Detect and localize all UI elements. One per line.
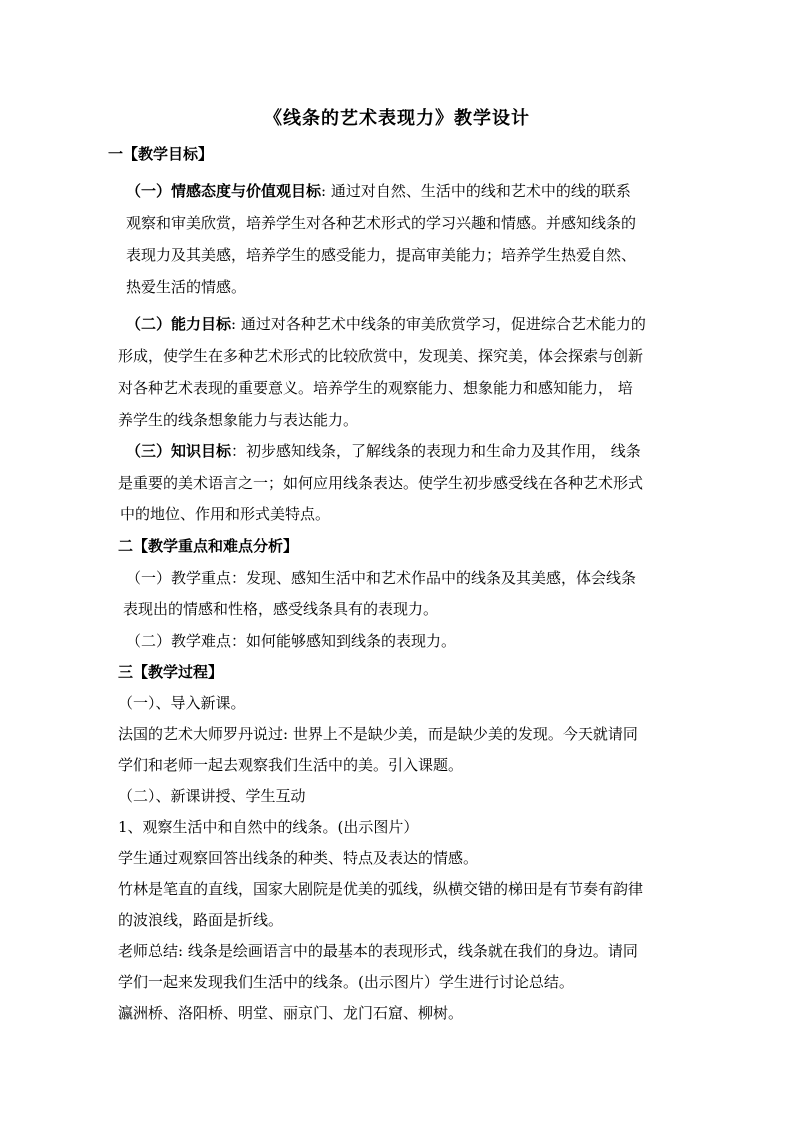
subheading-emotion: （一）情感态度与价值观目标 xyxy=(126,182,322,200)
paragraph-line: 法国的艺术大师罗丹说过: 世界上不是缺少美，而是缺少美的发现。今天就请同 xyxy=(118,725,638,743)
paragraph-line xyxy=(126,180,631,202)
paragraph-line xyxy=(126,440,641,462)
paragraph-line: （一）教学重点：发现、感知生活中和艺术作品中的线条及其美感，体会线条 xyxy=(126,569,637,587)
paragraph-line: （二）、新课讲授、学生互动 xyxy=(118,787,306,805)
paragraph-line: 观察和审美欣赏，培养学生对各种艺术形式的学习兴趣和情感。并感知线条的 xyxy=(126,214,637,232)
paragraph-line: 对各种艺术表现的重要意义。培养学生的观察能力、想象能力和感知能力， 培 xyxy=(118,379,633,397)
paragraph-line: （二）教学难点：如何能够感知到线条的表现力。 xyxy=(126,632,457,650)
paragraph-line: 学们和老师一起去观察我们生活中的美。引入课题。 xyxy=(118,756,464,774)
paragraph-text: : 通过对自然、生活中的线和艺术中的线的联系 xyxy=(321,182,631,200)
section-heading-keypoints: 二【教学重点和难点分析】 xyxy=(118,537,299,555)
paragraph-line: 养学生的线条想象能力与表达能力。 xyxy=(118,411,359,429)
subheading-ability: （二）能力目标 xyxy=(126,315,232,333)
paragraph-line: 竹林是笔直的直线，国家大剧院是优美的弧线，纵横交错的梯田是有节奏有韵律 xyxy=(118,880,644,898)
paragraph-line: 瀛洲桥、洛阳桥、明堂、丽京门、龙门石窟、柳树。 xyxy=(118,1004,464,1022)
paragraph-line: 学生通过观察回答出线条的种类、特点及表达的情感。 xyxy=(118,849,479,867)
section-heading-process: 三【教学过程】 xyxy=(118,663,224,681)
paragraph-line: 表现出的情感和性格，感受线条具有的表现力。 xyxy=(123,600,439,618)
paragraph-line: （一）、导入新课。 xyxy=(118,694,246,712)
paragraph-line: 是重要的美术语言之一；如何应用线条表达。使学生初步感受线在各种艺术形式 xyxy=(118,474,644,492)
paragraph-line: 老师总结: 线条是绘画语言中的最基本的表现形式，线条就在我们的身边。请同 xyxy=(118,942,638,960)
section-heading-objectives: 一【教学目标】 xyxy=(108,145,214,163)
paragraph-text: : 通过对各种艺术中线条的审美欣赏学习，促进综合艺术能力的 xyxy=(231,315,646,333)
paragraph-text: ：初步感知线条，了解线条的表现力和生命力及其作用， 线条 xyxy=(231,442,641,460)
paragraph-line: 中的地位、作用和形式美特点。 xyxy=(120,505,331,523)
paragraph-line: 形成，使学生在多种艺术形式的比较欣赏中，发现美、探究美，体会探索与创新 xyxy=(118,347,644,365)
document-title: 《线条的艺术表现力》教学设计 xyxy=(264,108,530,129)
subheading-knowledge: （三）知识目标 xyxy=(126,442,232,460)
paragraph-line: 表现力及其美感，培养学生的感受能力，提高审美能力；培养学生热爱自然、 xyxy=(126,246,637,264)
paragraph-line xyxy=(126,313,646,335)
paragraph-line: 学们一起来发现我们生活中的线条。(出示图片）学生进行讨论总结。 xyxy=(118,973,574,991)
paragraph-line: 热爱生活的情感。 xyxy=(126,278,247,296)
paragraph-line: 的波浪线，路面是折线。 xyxy=(118,911,284,929)
paragraph-line: 1、观察生活中和自然中的线条。(出示图片） xyxy=(118,818,419,836)
